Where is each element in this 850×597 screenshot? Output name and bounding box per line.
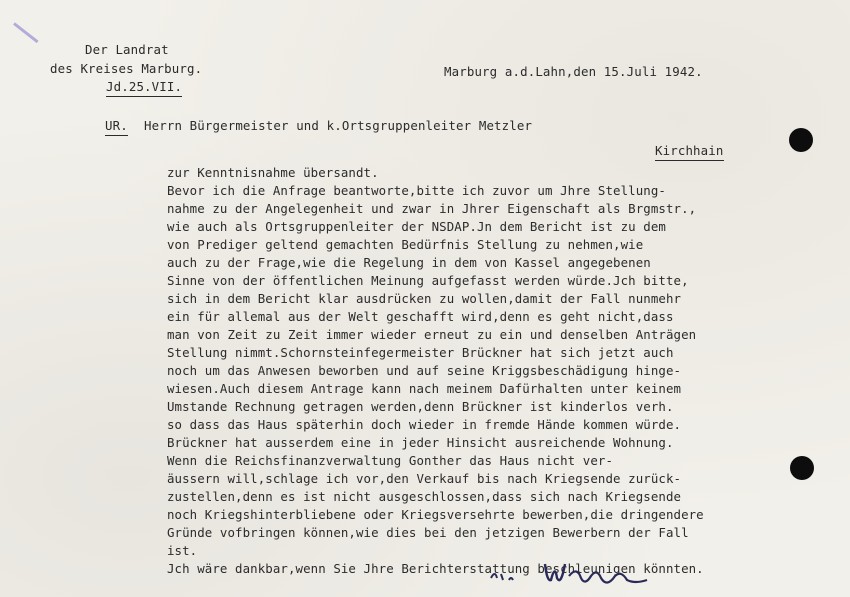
recipient: Herrn Bürgermeister und k.Ortsgruppenleiter Metzler	[144, 118, 533, 133]
reference-number: Jd.25.VII.	[106, 79, 182, 97]
body-line: Brückner hat ausserdem eine in jeder Hinsicht ausreichende Wohnung.	[167, 435, 674, 450]
body-line: Stellung nimmt.Schornsteinfegermeister Brückner hat sich jetzt auch	[167, 345, 674, 360]
body-line: auch zu der Frage,wie die Regelung in dem von Kassel angegebenen	[167, 255, 651, 270]
body-line: ein für allemal aus der Welt geschafft wird,denn es geht nicht,dass	[167, 309, 674, 324]
body-line: Bevor ich die Anfrage beantworte,bitte ich zuvor um Jhre Stellung-	[167, 183, 666, 198]
body-line: zustellen,denn es ist nicht ausgeschlossen,dass sich nach Kriegsende	[167, 489, 682, 504]
body-line: wiesen.Auch diesem Antrage kann nach meinem Dafürhalten unter keinem	[167, 381, 682, 396]
body-line: ist.	[167, 543, 198, 558]
body-line: Wenn die Reichsfinanzverwaltung Gonther das Haus nicht ver-	[167, 453, 614, 468]
body-line: Gründe vofbringen können,wie dies bei den jetzigen Bewerbern der Fall	[167, 525, 689, 540]
body-line: sich in dem Bericht klar ausdrücken zu wollen,damit der Fall nunmehr	[167, 291, 682, 306]
body-line: Umstande Rechnung getragen werden,denn Brückner ist kinderlos verh.	[167, 399, 674, 414]
sender-line-2: des Kreises Marburg.	[50, 61, 203, 76]
punch-hole-top	[789, 128, 813, 152]
pencil-mark	[13, 22, 38, 43]
body-line: so dass das Haus späterhin doch wieder in fremde Hände kommen würde.	[167, 417, 682, 432]
address-prefix: UR.	[105, 118, 128, 136]
body-line: wie auch als Ortsgruppenleiter der NSDAP.Jn dem Bericht ist zu dem	[167, 219, 666, 234]
body-line: Jch wäre dankbar,wenn Sie Jhre Berichterstattung beschleunigen könnten.	[167, 561, 704, 576]
body-line: von Prediger geltend gemachten Bedürfnis Stellung zu nehmen,wie	[167, 237, 644, 252]
body-line: noch Kriegshinterbliebene oder Kriegsversehrte bewerben,die dringendere	[167, 507, 704, 522]
body-line: äussern will,schlage ich vor,den Verkauf bis nach Kriegsende zurück-	[167, 471, 682, 486]
body-line: man von Zeit zu Zeit immer wieder erneut zu ein und denselben Anträgen	[167, 327, 697, 342]
punch-hole-bottom	[790, 456, 814, 480]
body-line: Sinne von der öffentlichen Meinung aufgefasst werden würde.Jch bitte,	[167, 273, 689, 288]
place-and-date: Marburg a.d.Lahn,den 15.Juli 1942.	[444, 64, 703, 79]
handwritten-signature	[485, 556, 685, 592]
body-line: zur Kenntnisnahme übersandt.	[167, 165, 379, 180]
bleed-through	[600, 12, 607, 26]
body-line: nahme zu der Angelegenheit und zwar in Jhrer Eigenschaft als Brgmstr.,	[167, 201, 697, 216]
body-line: noch um das Anwesen beworben und auf seine Kriggsbeschädigung hinge-	[167, 363, 682, 378]
sender-line-1: Der Landrat	[85, 42, 169, 57]
recipient-town: Kirchhain	[655, 143, 724, 161]
